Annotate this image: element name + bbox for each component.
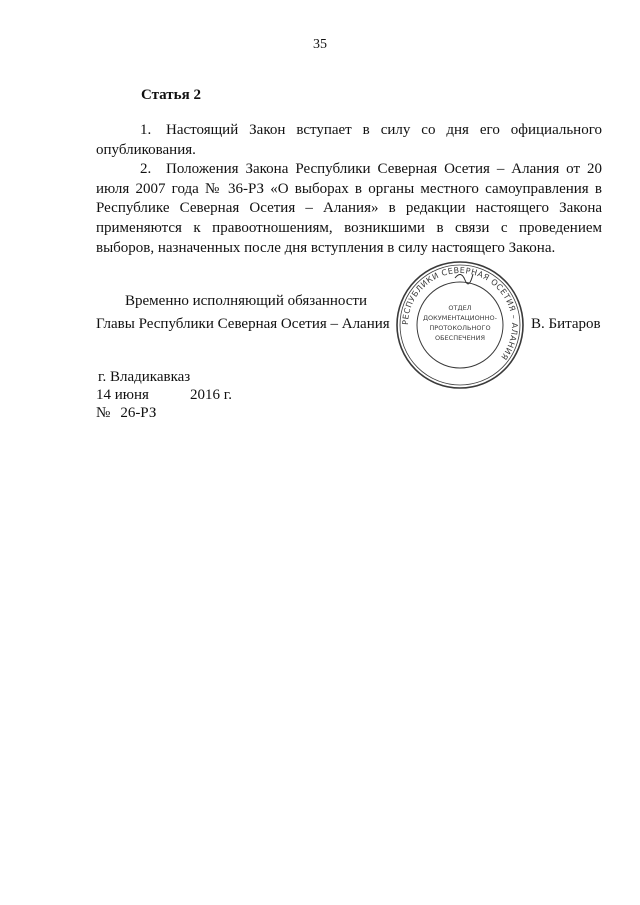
stamp-outer-text: РЕСПУБЛИКИ СЕВЕРНАЯ ОСЕТИЯ – АЛАНИЯ xyxy=(400,265,520,362)
signing-date-year: 2016 г. xyxy=(190,387,232,403)
paragraph-1-text: Настоящий Закон вступает в силу со дня его официального опубликования. xyxy=(96,122,602,158)
signing-place: г. Владикавказ xyxy=(98,369,191,385)
paragraph-2 xyxy=(96,160,602,258)
law-number xyxy=(96,405,156,422)
signing-date-day: 14 июня xyxy=(96,387,149,403)
article-heading: Статья 2 xyxy=(141,87,201,103)
official-stamp-icon xyxy=(395,260,525,390)
signatory-name: В. Битаров xyxy=(531,316,601,332)
stamp-inner-line-1: ОТДЕЛ xyxy=(448,304,472,312)
law-number-value: 26-РЗ xyxy=(120,405,157,421)
paragraph-2-number: 2. xyxy=(140,161,152,178)
signatory-position-line-1: Временно исполняющий обязанности xyxy=(125,293,368,309)
paragraph-1 xyxy=(96,121,602,160)
stamp-inner-line-3: ПРОТОКОЛЬНОГО xyxy=(429,324,491,332)
signatory-position-line-2: Главы Республики Северная Осетия – Алания xyxy=(96,316,390,332)
number-sign: № xyxy=(96,405,111,421)
paragraph-2-text: Положения Закона Республики Северная Осетия – Алания от 20 июля 2007 года № 36-РЗ «О выборах в органы местного самоуправления в Республике Северная Осетия – Алания» в редакции настоящего Закона применяются к правоотношениям, возникшими в связи с проведением выборов, назначенных после дня вступления в силу настоящего Закона. xyxy=(96,161,602,256)
page-number: 35 xyxy=(313,37,327,52)
stamp-inner-line-2: ДОКУМЕНТАЦИОННО- xyxy=(422,314,498,322)
article-body xyxy=(96,121,602,258)
stamp-inner-line-4: ОБЕСПЕЧЕНИЯ xyxy=(434,334,486,342)
paragraph-1-number: 1. xyxy=(140,122,152,138)
